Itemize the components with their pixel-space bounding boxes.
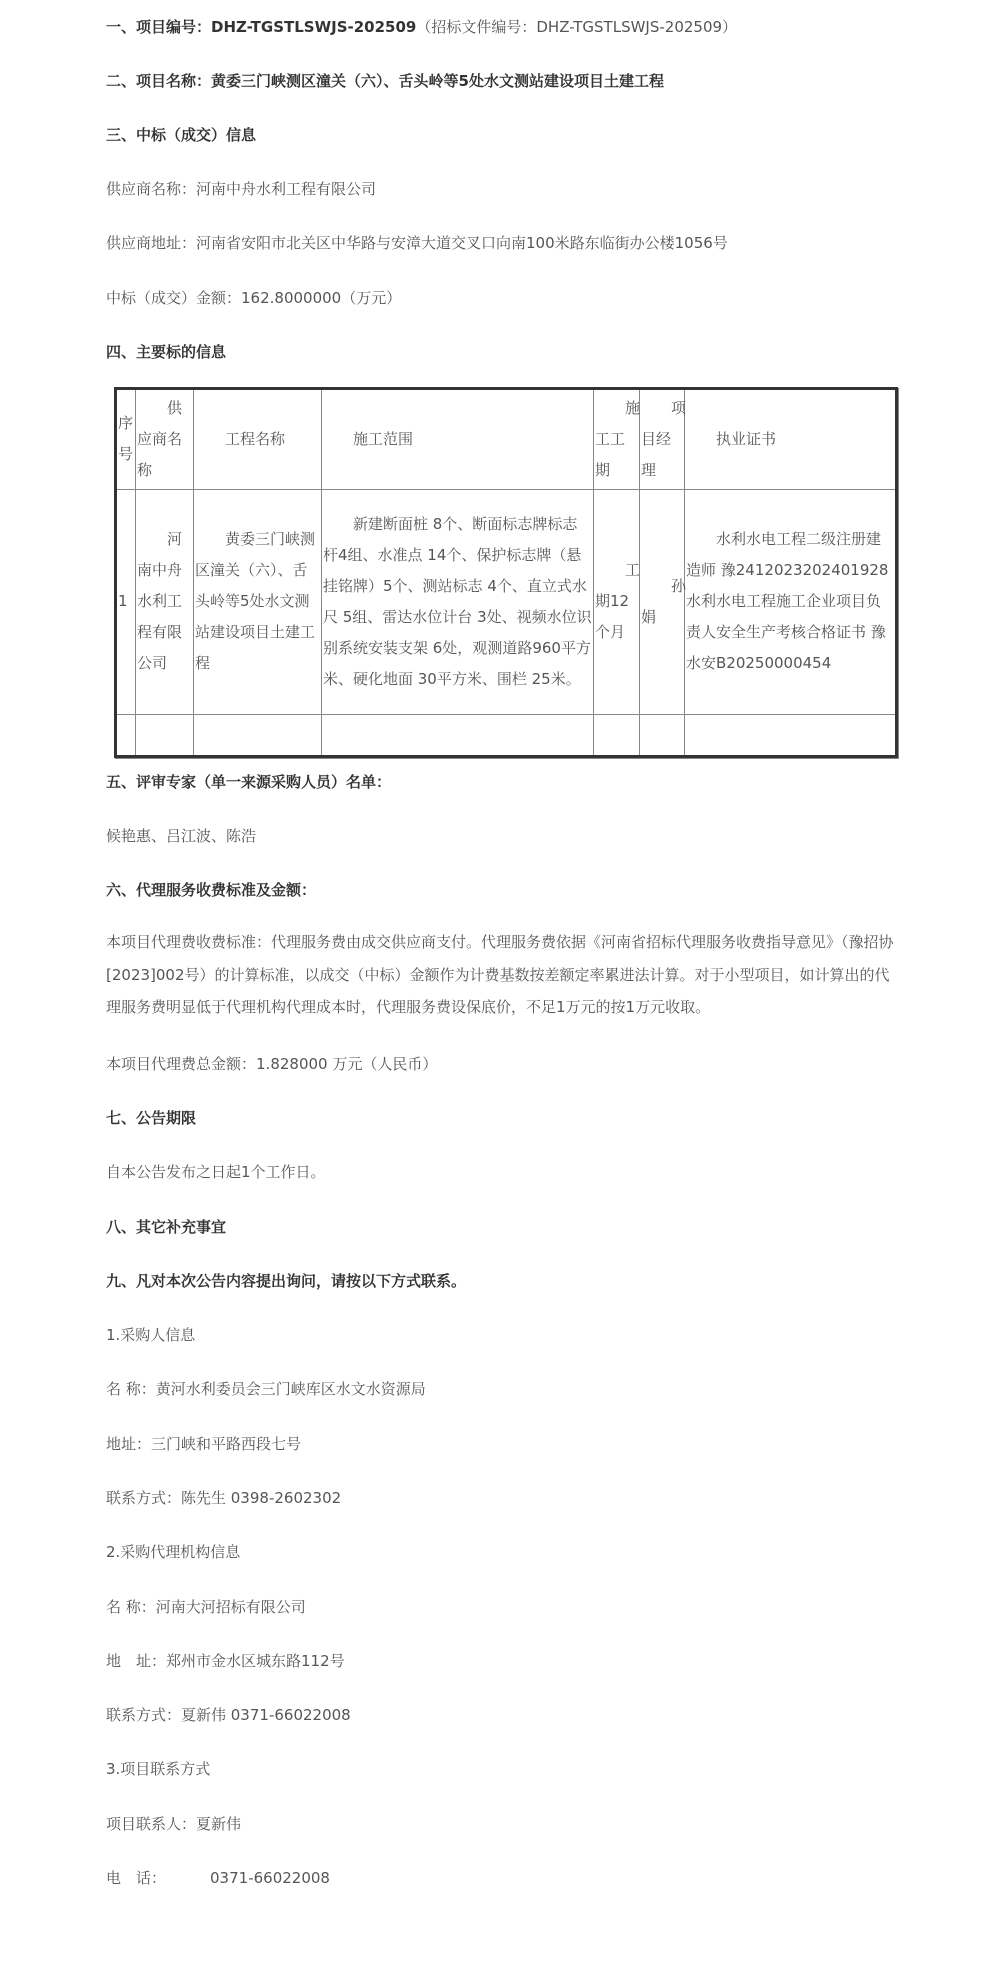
empty-cell [136,714,194,756]
empty-cell [322,714,594,756]
cell-certificate: 水利水电工程二级注册建造师 豫2412023202401928 水利水电工程施工企业项目负责人安全生产考核合格证书 豫水安B20250000454 [685,489,897,714]
fee-total: 本项目代理费总金额：1.828000 万元（人民币） [106,1055,438,1073]
header-cell: 供应商名称 [136,389,194,490]
project-name-label: 二、项目名称： [106,72,212,90]
empty-cell [685,714,897,756]
experts-list: 候艳惠、吕江波、陈浩 [106,827,257,845]
agency-heading: 2.采购代理机构信息 [106,1543,241,1561]
empty-cell [116,714,136,756]
section-fee-heading: 六、代理服务收费标准及金额： [106,881,317,899]
cell-scope: 新建断面桩 8个、断面标志牌标志杆4组、水准点 14个、保护标志牌（悬挂铭牌）5个、测站标志 4个、直立式水尺 5组、雷达水位计台 3处、视频水位识别系统安装支架 6处，观测道路960平方米、硬化地面 30平方米、围栏 25米。 [322,489,594,714]
cell-manager: 孙娟 [640,489,685,714]
project-number-label: 一、项目编号： [106,18,212,36]
header-cell: 施工范围 [322,389,594,490]
supplier-name: 供应商名称：河南中舟水利工程有限公司 [106,180,377,198]
award-amount: 中标（成交）金额：162.8000000（万元） [106,289,402,307]
empty-cell [594,714,640,756]
purchaser-heading: 1.采购人信息 [106,1326,196,1344]
purchaser-contact: 联系方式：陈先生 0398-2602302 [106,1489,342,1507]
project-number-value: DHZ-TGSTLSWJS-202509 [211,18,417,36]
bid-document-number: （招标文件编号：DHZ-TGSTLSWJS-202509） [416,18,738,36]
section-experts-heading: 五、评审专家（单一来源采购人员）名单： [106,773,392,791]
table-row [116,489,897,714]
fee-standard-paragraph: 本项目代理费收费标准：代理服务费由成交供应商支付。代理服务费依据《河南省招标代理服务收费指导意见》（豫招协[2023]002号）的计算标准，以成交（中标）金额作为计费基数按差额定率累进法计算。对于小型项目，如计算出的代理服务费明显低于代理机构代理成本时，代理服务费设保底价，不足1万元的按1万元收取。 [106,933,894,1016]
phone-number: 0371-66022008 [210,1869,330,1887]
project-contact-heading: 3.项目联系方式 [106,1760,211,1778]
section-main-subject-heading: 四、主要标的信息 [106,343,227,361]
header-cell: 执业证书 [685,389,897,490]
phone-label: 电 话： [106,1869,167,1887]
table-header-row [116,389,897,490]
project-contact-phone-line [106,1868,330,1888]
cell-supplier: 河南中舟水利工程有限公司 [136,489,194,714]
header-cell: 施工工期 [594,389,640,490]
header-cell: 序号 [116,389,136,490]
section-supplementary-heading: 八、其它补充事宜 [106,1218,227,1236]
header-cell: 项目经理 [640,389,685,490]
agency-name: 名 称：河南大河招标有限公司 [106,1598,306,1616]
announcement-period: 自本公告发布之日起1个工作日。 [106,1163,326,1181]
section-period-heading: 七、公告期限 [106,1109,197,1127]
main-subject-table [114,387,898,758]
table-empty-row [116,714,897,756]
supplier-address: 供应商地址：河南省安阳市北关区中华路与安漳大道交叉口向南100米路东临街办公楼1056号 [106,234,728,252]
project-number-line [106,17,737,37]
agency-contact: 联系方式：夏新伟 0371-66022008 [106,1706,351,1724]
project-contact-person: 项目联系人：夏新伟 [106,1815,242,1833]
project-name-line [106,71,664,91]
cell-duration: 工期12个月 [594,489,640,714]
empty-cell [194,714,322,756]
purchaser-name: 名 称：黄河水利委员会三门峡库区水文水资源局 [106,1380,426,1398]
agency-address: 地 址：郑州市金水区城东路112号 [106,1652,345,1670]
cell-project-name: 黄委三门峡测区潼关（六）、舌头岭等5处水文测站建设项目土建工程 [194,489,322,714]
project-name-value: 黄委三门峡测区潼关（六）、舌头岭等5处水文测站建设项目土建工程 [211,72,664,90]
header-cell: 工程名称 [194,389,322,490]
purchaser-address: 地址：三门峡和平路西段七号 [106,1435,302,1453]
section-award-info-heading: 三、中标（成交）信息 [106,126,257,144]
empty-cell [640,714,685,756]
cell-index: 1 [116,489,136,714]
section-contact-heading: 九、凡对本次公告内容提出询问，请按以下方式联系。 [106,1272,467,1290]
